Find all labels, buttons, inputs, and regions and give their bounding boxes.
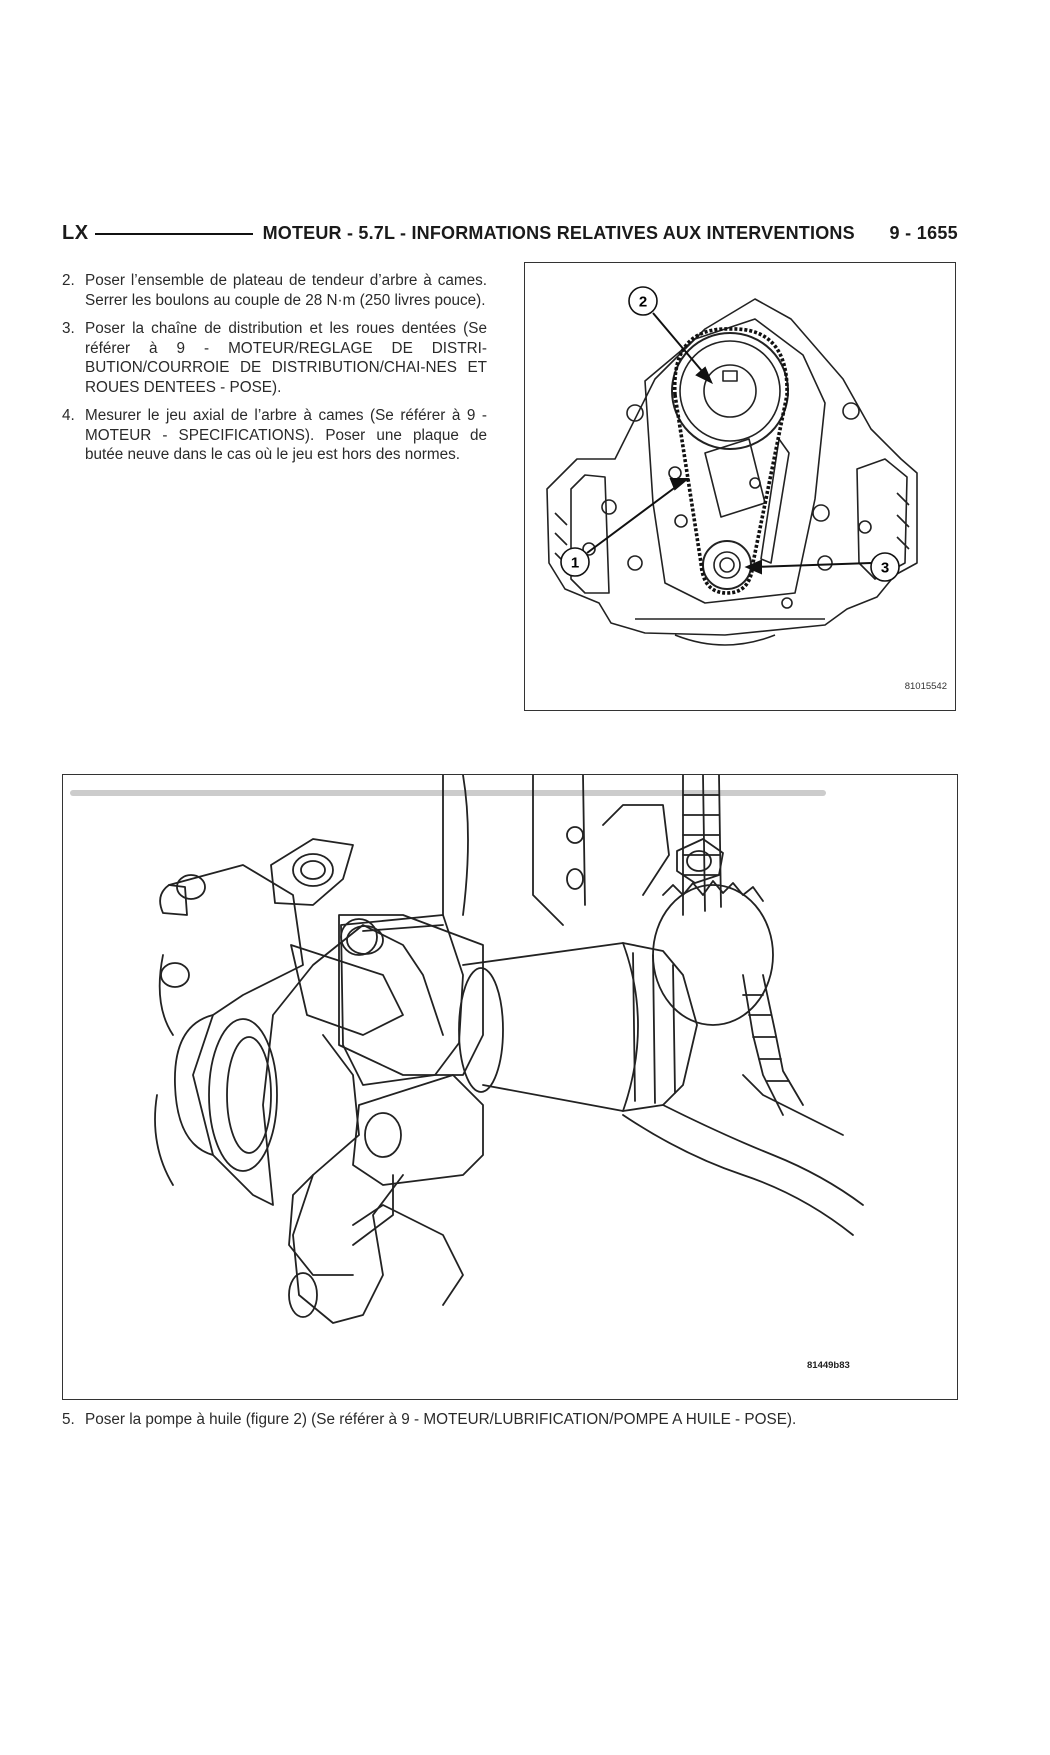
step-text: Mesurer le jeu axial de l’arbre à cames (Se référer à 9 - MOTEUR - SPECIFICATIONS). Poser une plaque de butée neuve dans le cas où le jeu est hors des normes.	[85, 407, 487, 463]
procedure-steps	[62, 271, 487, 474]
step-3	[62, 319, 487, 397]
step-4	[62, 406, 487, 465]
step-5	[62, 1410, 962, 1430]
header-title: MOTEUR - 5.7L - INFORMATIONS RELATIVES AUX INTERVENTIONS	[262, 222, 855, 243]
step-2	[62, 271, 487, 310]
step-number: 2.	[62, 272, 75, 289]
figure-oil-pump	[62, 774, 958, 1400]
page-header	[62, 219, 958, 247]
step-text: Poser la chaîne de distribution et les roues dentées (Se référer à 9 - MOTEUR/REGLAGE DE DISTRI-BUTION/COURROIE DE DISTRIBUTION/CHAI-NES ET ROUES DENTEES - POSE).	[85, 320, 487, 396]
oil-pump-illustration	[63, 775, 956, 1398]
figure-timing-chain	[524, 262, 956, 711]
header-rule	[95, 233, 253, 235]
callout-2: 2	[638, 293, 648, 311]
callout-1: 1	[570, 554, 580, 572]
step-number: 4.	[62, 407, 75, 424]
step-number: 3.	[62, 320, 75, 337]
timing-chain-illustration	[525, 263, 954, 709]
callout-3: 3	[880, 559, 890, 577]
figure-code: 81449b83	[807, 1360, 850, 1371]
header-model-code: LX	[62, 221, 89, 244]
step-text: Poser l’ensemble de plateau de tendeur d’arbre à cames. Serrer les boulons au couple de 28 N·m (250 livres pouce).	[85, 272, 487, 309]
header-page-number: 9 - 1655	[889, 222, 958, 243]
step-number: 5.	[62, 1411, 75, 1428]
step-text: Poser la pompe à huile (figure 2) (Se référer à 9 - MOTEUR/LUBRIFICATION/POMPE A HUILE - POSE).	[85, 1411, 797, 1428]
figure-code: 81015542	[904, 681, 947, 692]
